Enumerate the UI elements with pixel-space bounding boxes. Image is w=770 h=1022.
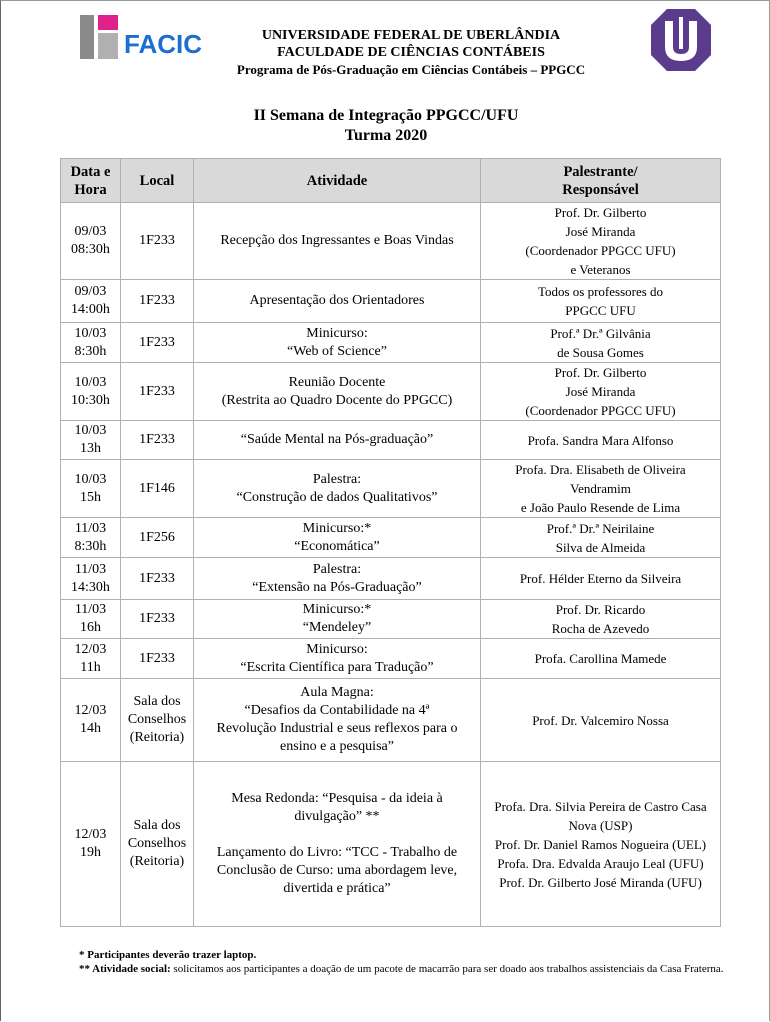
- table-row: [61, 639, 721, 679]
- program-name: Programa de Pós-Graduação em Ciências Contábeis – PPGCC: [236, 62, 586, 77]
- cell-date: 12/03 11h: [61, 639, 121, 679]
- cell-local: 1F233: [121, 600, 194, 639]
- cell-local: 1F233: [121, 203, 194, 280]
- table-header-row: [61, 159, 721, 203]
- faculty-name: FACULDADE DE CIÊNCIAS CONTÁBEIS: [277, 45, 545, 60]
- cell-date: 11/03 8:30h: [61, 518, 121, 558]
- table-row: [61, 518, 721, 558]
- cell-local: Sala dos Conselhos (Reitoria): [121, 762, 194, 927]
- cell-activity: Minicurso:* “Mendeley”: [194, 600, 481, 639]
- footnote-laptop: * Participantes deverão trazer laptop.: [79, 949, 257, 961]
- cell-speaker: Prof.ª Dr.ª Gilvânia de Sousa Gomes: [481, 323, 721, 363]
- cell-speaker: Profa. Sandra Mara Alfonso: [481, 421, 721, 460]
- cell-date: 10/03 15h: [61, 460, 121, 518]
- cell-speaker: Prof. Dr. Gilberto José Miranda (Coordenador PPGCC UFU): [481, 363, 721, 421]
- cell-speaker: Profa. Carollina Mamede: [481, 639, 721, 679]
- cell-local: 1F146: [121, 460, 194, 518]
- cell-date: 10/03 8:30h: [61, 323, 121, 363]
- table-row: [61, 203, 721, 280]
- footnote-social: ** Atividade social: solicitamos aos participantes a doação de um pacote de macarrão para ser doado aos trabalhos assistenciais da Casa Fraterna.: [79, 963, 724, 975]
- cell-speaker: Prof. Dr. Gilberto José Miranda (Coordenador PPGCC UFU) e Veteranos: [481, 203, 721, 280]
- cell-activity: Reunião Docente (Restrita ao Quadro Docente do PPGCC): [194, 363, 481, 421]
- cell-date: 10/03 13h: [61, 421, 121, 460]
- cell-activity: “Saúde Mental na Pós-graduação”: [194, 421, 481, 460]
- facic-logo-mark: [80, 15, 124, 59]
- cell-date: 11/03 14:30h: [61, 558, 121, 600]
- facic-logo-text: FACIC: [124, 29, 202, 59]
- cell-speaker: Prof.ª Dr.ª Neirilaine Silva de Almeida: [481, 518, 721, 558]
- cell-speaker: Todos os professores do PPGCC UFU: [481, 280, 721, 323]
- cell-local: 1F233: [121, 421, 194, 460]
- cell-date: 11/03 16h: [61, 600, 121, 639]
- header-activity: Atividade: [194, 159, 481, 203]
- table-row: [61, 600, 721, 639]
- cell-speaker: Profa. Dra. Elisabeth de Oliveira Vendramim e João Paulo Resende de Lima: [481, 460, 721, 518]
- cell-speaker: Prof. Dr. Valcemiro Nossa: [481, 679, 721, 762]
- cell-date: 12/03 19h: [61, 762, 121, 927]
- table-row: [61, 460, 721, 518]
- table-row: [61, 421, 721, 460]
- cell-date: 10/03 10:30h: [61, 363, 121, 421]
- cell-activity: Palestra: “Extensão na Pós-Graduação”: [194, 558, 481, 600]
- cell-activity: Minicurso: “Web of Science”: [194, 323, 481, 363]
- cell-local: 1F233: [121, 323, 194, 363]
- cell-local: 1F256: [121, 518, 194, 558]
- university-name: UNIVERSIDADE FEDERAL DE UBERLÂNDIA: [261, 28, 561, 43]
- table-row: [61, 323, 721, 363]
- event-subtitle: Turma 2020: [344, 127, 428, 144]
- footnotes: [79, 948, 759, 976]
- cell-speaker: Profa. Dra. Silvia Pereira de Castro Casa Nova (USP) Prof. Dr. Daniel Ramos Nogueira (UEL) Profa. Dra. Edvalda Araujo Leal (UFU) Prof. Dr. Gilberto José Miranda (UFU): [481, 762, 721, 927]
- cell-speaker: Prof. Dr. Ricardo Rocha de Azevedo: [481, 600, 721, 639]
- header-local: Local: [121, 159, 194, 203]
- event-title: II Semana de Integração PPGCC/UFU: [253, 107, 519, 124]
- cell-date: 09/03 14:00h: [61, 280, 121, 323]
- header-speaker: Palestrante/ Responsável: [481, 159, 721, 203]
- cell-local: 1F233: [121, 558, 194, 600]
- table-row: [61, 558, 721, 600]
- cell-activity: Apresentação dos Orientadores: [194, 280, 481, 323]
- cell-activity: Minicurso: “Escrita Científica para Tradução”: [194, 639, 481, 679]
- ufu-logo: [649, 7, 713, 75]
- cell-date: 09/03 08:30h: [61, 203, 121, 280]
- cell-date: 12/03 14h: [61, 679, 121, 762]
- cell-activity: Mesa Redonda: “Pesquisa - da ideia à divulgação” ** Lançamento do Livro: “TCC - Trabalho de Conclusão de Curso: uma abordagem leve, divertida e prática”: [194, 762, 481, 927]
- cell-activity: Aula Magna: “Desafios da Contabilidade na 4ª Revolução Industrial e seus reflexos para o ensino e a pesquisa”: [194, 679, 481, 762]
- table-row: [61, 280, 721, 323]
- cell-local: 1F233: [121, 280, 194, 323]
- header-date: Data e Hora: [61, 159, 121, 203]
- cell-activity: Recepção dos Ingressantes e Boas Vindas: [194, 203, 481, 280]
- cell-speaker: Prof. Hélder Eterno da Silveira: [481, 558, 721, 600]
- table-row: [61, 762, 721, 927]
- table-row: [61, 363, 721, 421]
- cell-local: 1F233: [121, 363, 194, 421]
- schedule-table: [60, 158, 721, 927]
- cell-local: 1F233: [121, 639, 194, 679]
- cell-activity: Minicurso:* “Economática”: [194, 518, 481, 558]
- cell-activity: Palestra: “Construção de dados Qualitativos”: [194, 460, 481, 518]
- cell-local: Sala dos Conselhos (Reitoria): [121, 679, 194, 762]
- table-row: [61, 679, 721, 762]
